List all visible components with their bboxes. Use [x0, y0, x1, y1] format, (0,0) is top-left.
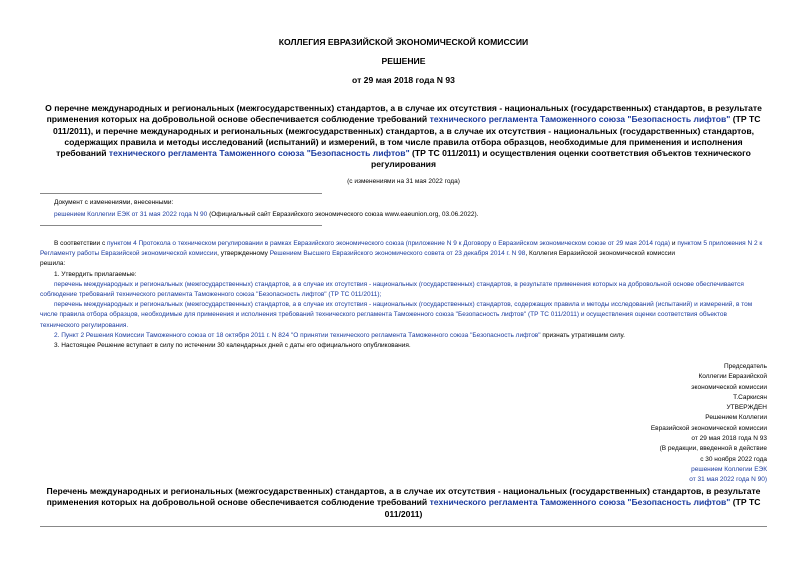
edition-link-date[interactable]: от 31 мая 2022 года N 90) — [689, 476, 767, 484]
list-title — [40, 486, 767, 520]
doc-changes-block — [54, 197, 478, 221]
date-number-heading: от 29 мая 2018 года N 93 — [352, 75, 455, 85]
signature-block — [651, 362, 767, 486]
preamble-text-d: , Коллегия Евразийской экономической комиссии — [525, 250, 675, 258]
edition-note-1: (В редакции, введенной в действие — [659, 445, 767, 453]
item-1b-link-text[interactable]: перечень международных и региональных (межгосударственных) стандартов, а в случае их отсутствия - национальных (государственных) стандартов, содержащих правила и методы исследований (испытаний) и измерений, в том числе правила отбора образцов, необходимые для применения и исполнения требований технического регламента Таможенного союза "Безопасность лифтов" (ТР ТС 011/2011) и осуществления оценки соответствия объектов технического регулирования. — [40, 301, 753, 329]
doc-changes-source: (Официальный сайт Евразийского экономического союза www.eaeunion.org, 03.06.2022). — [207, 211, 479, 218]
divider-top — [40, 193, 322, 194]
amendment-note: (с изменениями на 31 мая 2022 года) — [347, 178, 460, 185]
edition-note-2: с 30 ноября 2022 года — [700, 455, 767, 463]
preamble-link-regulations[interactable]: пунктом 5 приложения N 2 к Регламенту работы Евразийской экономической комиссии — [40, 240, 763, 258]
preamble-text-a: В соответствии с — [54, 240, 108, 247]
preamble-text-b: и — [670, 240, 678, 247]
divider-bottom-full — [40, 526, 767, 527]
resolved-label: решила: — [40, 260, 66, 268]
approved-label: УТВЕРЖДЕН — [726, 404, 767, 412]
doc-changes-label: Документ с изменениями, внесенными: — [54, 199, 174, 206]
doc-type-heading: РЕШЕНИЕ — [381, 56, 426, 66]
list-title-text-1: Перечень международных и региональных (межгосударственных) стандартов, а в случае их отсутствия - национальных (государственных) стандартов, в результате применения которых на добровольной основе обеспечивается соблюдение требований — [46, 486, 761, 508]
document-body — [40, 239, 767, 351]
list-title-text-2: (ТР ТС 011/2011) — [384, 497, 761, 519]
signature-line-3: экономической комиссии — [691, 383, 767, 391]
approved-line-1: Решением Коллегии — [705, 414, 767, 422]
item-3: 3. Настоящее Решение вступает в силу по истечении 30 календарных дней с даты его официального опубликования. — [54, 342, 411, 350]
item-1a-link-text[interactable]: перечень международных и региональных (межгосударственных) стандартов, а в случае их отсутствия - национальных (государственных) стандартов, в результате применения которых на добровольной основе обеспечивается соблюдение требований технического регламента Таможенного союза "Безопасность лифтов" (ТР ТС 011/2011); — [40, 280, 744, 299]
item-1b-link[interactable] — [40, 300, 767, 331]
document-title — [40, 103, 767, 171]
item-1a-link[interactable] — [40, 280, 767, 300]
preamble-link-protocol[interactable]: пунктом 4 Протокола о техническом регулировании в рамках Евразийского экономического союза (приложение N 9 к Договору о Евразийском экономическом союзе от 29 мая 2014 года) — [107, 240, 671, 247]
title-text-3: (ТР ТС 011/2011) и осуществления оценки соответствия объектов технического регулирования — [371, 148, 751, 170]
preamble-text-c: , утвержденному — [217, 250, 270, 258]
title-text-1: О перечне международных и региональных (межгосударственных) стандартов, а в случае их отсутствия - национальных (государственных) стандартов, в результате применения которых на добровольной основе обеспечивается соблюдение требований — [45, 103, 762, 125]
preamble-paragraph — [40, 239, 767, 259]
item-2 — [40, 331, 767, 341]
signature-line-2: Коллегии Евразийской — [698, 373, 767, 381]
signature-name: Т.Саркисян — [733, 393, 767, 401]
approved-line-2: Евразийской экономической комиссии — [650, 424, 767, 432]
title-link-regulation-2[interactable]: технического регламента Таможенного союза "Безопасность лифтов" — [108, 148, 410, 159]
doc-changes-entry — [54, 209, 478, 221]
list-title-link[interactable]: технического регламента Таможенного союза "Безопасность лифтов" — [429, 497, 731, 508]
approved-date: от 29 мая 2018 года N 93 — [691, 435, 767, 443]
edition-link-decision[interactable]: решением Коллегии ЕЭК — [691, 465, 767, 473]
org-heading: КОЛЛЕГИЯ ЕВРАЗИЙСКОЙ ЭКОНОМИЧЕСКОЙ КОМИССИИ — [278, 37, 529, 47]
item-2-text: признать утратившим силу. — [540, 331, 625, 339]
title-link-regulation-1[interactable]: технического регламента Таможенного союза "Безопасность лифтов" — [429, 114, 731, 125]
doc-changes-link[interactable]: решением Коллегии ЕЭК от 31 мая 2022 года N 90 — [54, 211, 208, 218]
edition-link-1[interactable] — [651, 465, 767, 475]
title-text-2: (ТР ТС 011/2011), и перечне международных и региональных (межгосударственных) стандартов, а в случае их отсутствия - национальных (государственных) стандартов, содержащих правила и методы исследований (испытаний) и измерений, в том числе правила отбора образцов, необходимые для применения и исполнения требований — [52, 114, 761, 159]
preamble-link-council-decision[interactable]: Решением Высшего Евразийского экономического совета от 23 декабря 2014 г. N 98 — [269, 250, 526, 258]
divider-bottom — [40, 225, 322, 226]
item-1: 1. Утвердить прилагаемые: — [54, 270, 137, 278]
signature-line-1: Председатель — [723, 363, 767, 370]
edition-link-2[interactable] — [651, 475, 767, 485]
item-2-link[interactable]: 2. Пункт 2 Решения Комиссии Таможенного союза от 18 октября 2011 г. N 824 "О принятии технического регламента Таможенного союза "Безопасность лифтов" — [54, 331, 541, 339]
